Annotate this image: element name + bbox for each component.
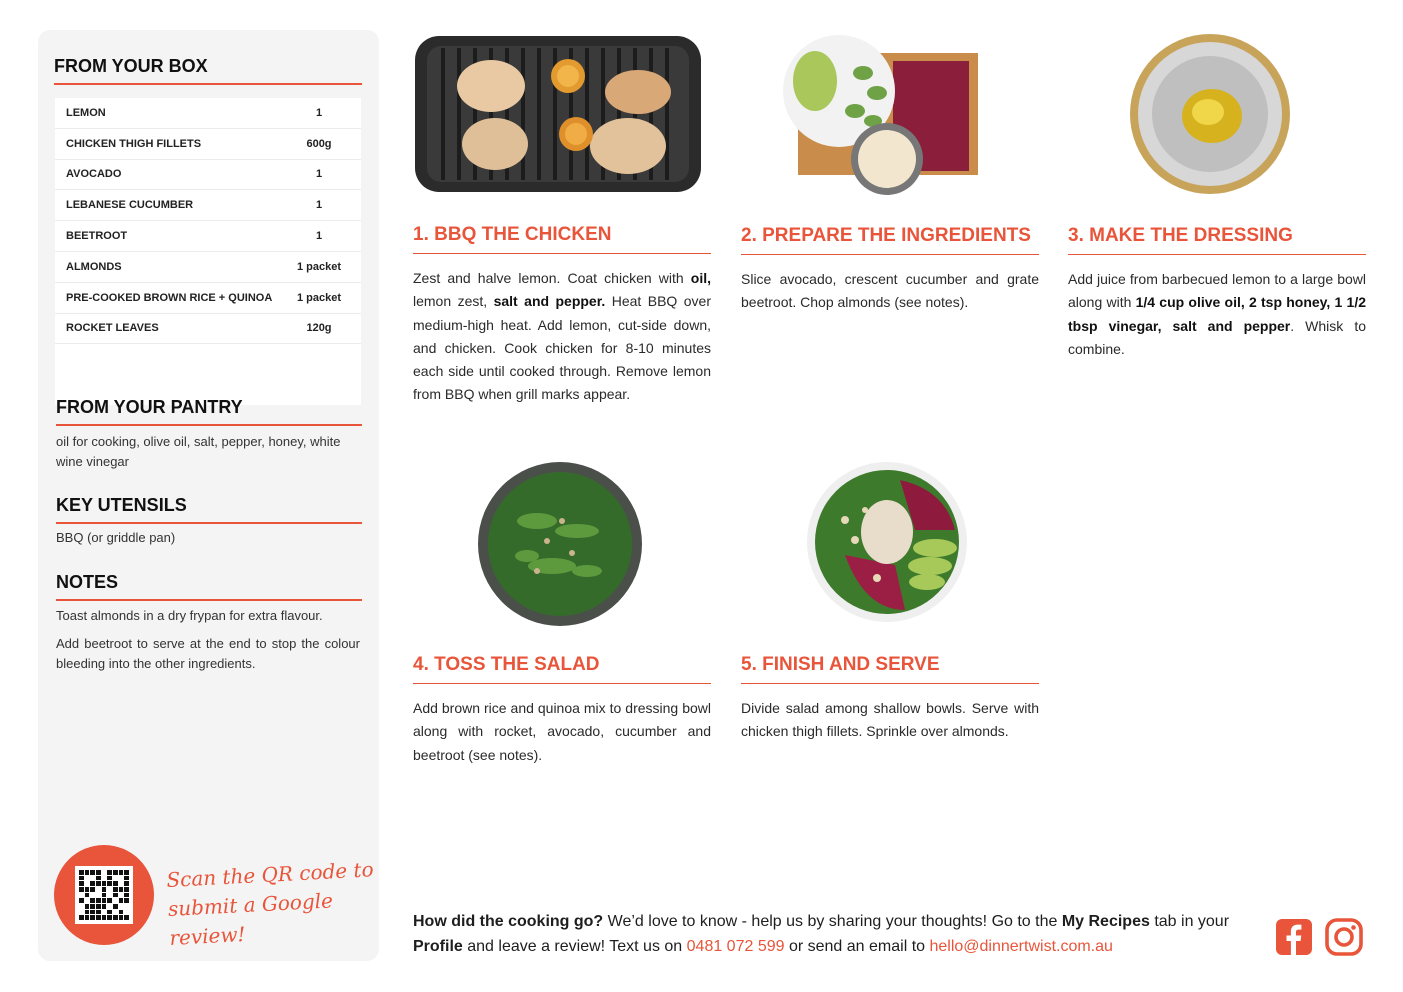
footer-question: How did the cooking go? [413, 913, 604, 930]
step-3-bold-ingredients: 1/4 cup olive oil, 2 tsp honey, 1 1/2 tbsp vinegar, salt and pepper [1068, 294, 1366, 334]
ingredient-qty: 600g [306, 137, 332, 150]
bbq-chicken-photo [413, 34, 703, 194]
step-5-text: Divide salad among shallow bowls. Serve with chicken thigh fillets. Sprinkle over almonds. [741, 700, 1039, 740]
my-recipes-label: My Recipes [1061, 913, 1150, 930]
utensils-text: BBQ (or griddle pan) [56, 530, 176, 545]
ingredient-qty: 1 [315, 168, 323, 181]
step-4-text: Add brown rice and quinoa mix to dressing bowl along with rocket, avocado, cucumber and beetroot (see notes). [413, 700, 711, 763]
ingredient-qty: 1 packet [296, 260, 342, 273]
ingredient-qty: 1 packet [296, 291, 342, 304]
ingredient-name: PRE-COOKED BROWN RICE + QUINOA [66, 291, 273, 304]
scan-line-1: Scan the QR code to [165, 857, 375, 893]
phone-link[interactable]: 0481 072 599 [686, 938, 785, 955]
table-row [55, 190, 361, 221]
scan-qr-text [166, 855, 381, 953]
scan-line-2: submit a Google review! [167, 888, 334, 950]
ingredient-qty: 1 [315, 230, 323, 243]
qr-code-icon [75, 866, 133, 924]
footer-text: or send an email to [784, 938, 930, 955]
step-1-bold-salt-pepper: salt and pepper. [493, 293, 606, 310]
sidebar [38, 30, 379, 961]
step-1-text-part: lemon zest, [413, 293, 494, 310]
step-1-text-part: Heat BBQ over medium-high heat. Add lemon, cut-side down, and chicken. Cook chicken for 8-10 minutes each side until cooked through. Remove lemon from BBQ when grill marks appear. [413, 293, 711, 403]
table-row [55, 98, 361, 129]
table-row [55, 160, 361, 191]
ingredient-name: ALMONDS [66, 260, 122, 273]
ingredients-photo [783, 33, 983, 198]
ingredient-qty: 1 [315, 106, 323, 119]
table-row [55, 252, 361, 283]
ingredient-name: AVOCADO [66, 168, 122, 181]
pantry-text: oil for cooking, olive oil, salt, pepper, honey, white wine vinegar [56, 434, 341, 469]
footer-text: and leave a review! Text us on [462, 938, 687, 955]
key-utensils-title: KEY UTENSILS [56, 495, 362, 524]
ingredient-name: LEMON [66, 106, 106, 119]
table-row [55, 283, 361, 314]
dressing-bowl-photo [1128, 32, 1293, 197]
qr-code-badge[interactable] [54, 845, 154, 945]
step-2-title: 2. PREPARE THE INGREDIENTS [741, 225, 1039, 255]
step-3-text-part: Add juice from barbecued lemon to a large bowl along with [1068, 271, 1366, 311]
instagram-icon[interactable] [1325, 918, 1363, 956]
ingredient-qty: 1 [315, 199, 323, 212]
from-your-pantry-title: FROM YOUR PANTRY [56, 397, 362, 426]
table-row [55, 221, 361, 252]
ingredient-qty: 120g [306, 322, 332, 335]
email-link[interactable]: hello@dinnertwist.com.au [929, 938, 1113, 955]
notes-title: NOTES [56, 572, 362, 601]
step-3-text [1068, 268, 1366, 361]
finish-serve-photo [805, 460, 970, 625]
ingredient-name: LEBANESE CUCUMBER [66, 199, 194, 212]
review-footer [413, 909, 1258, 959]
step-5-title: 5. FINISH AND SERVE [741, 654, 1039, 684]
step-1-text [413, 267, 711, 407]
footer-text: We’d love to know - help us by sharing your thoughts! Go to the [603, 913, 1062, 930]
note-1: Toast almonds in a dry frypan for extra flavour. [56, 608, 323, 623]
ingredient-name: CHICKEN THIGH FILLETS [66, 137, 202, 150]
table-row [55, 129, 361, 160]
step-1-bold-oil: oil, [690, 270, 711, 286]
note-2: Add beetroot to serve at the end to stop the colour bleeding into the other ingredients. [56, 636, 360, 671]
facebook-icon[interactable] [1275, 918, 1313, 956]
step-3-text-part: . Whisk to combine. [1068, 317, 1366, 357]
profile-label: Profile [413, 938, 463, 955]
ingredients-table [55, 98, 361, 405]
step-3-title: 3. MAKE THE DRESSING [1068, 225, 1366, 255]
footer-text: tab in your [1149, 913, 1230, 930]
step-1-text-part: Zest and halve lemon. Coat chicken with [413, 270, 691, 286]
from-your-box-title: FROM YOUR BOX [54, 56, 362, 85]
step-4-title: 4. TOSS THE SALAD [413, 654, 711, 684]
toss-salad-photo [477, 461, 643, 627]
ingredient-name: BEETROOT [66, 230, 128, 243]
ingredient-name: ROCKET LEAVES [66, 322, 159, 335]
table-row [55, 314, 361, 345]
step-2-text: Slice avocado, crescent cucumber and grate beetroot. Chop almonds (see notes). [741, 271, 1039, 311]
step-1-title: 1. BBQ THE CHICKEN [413, 224, 711, 254]
